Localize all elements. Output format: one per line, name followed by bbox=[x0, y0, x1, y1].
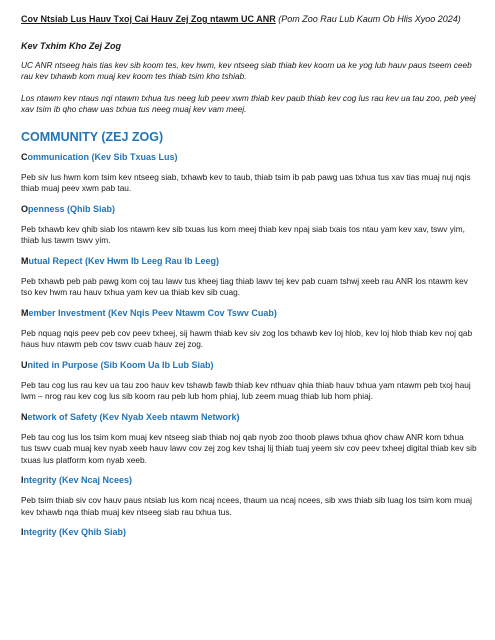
value-initial: C bbox=[21, 151, 28, 162]
intro-heading: Kev Txhim Kho Zej Zog bbox=[21, 40, 122, 51]
value-initial: I bbox=[21, 527, 24, 537]
value-text: Peb txhawb kev qhib siab los ntawm kev sib txuas lus kom meej thiab kev npaj siab txais tos ntau yam kev xav, tswv yim, thiab lus tawm tswv yim. bbox=[21, 223, 465, 245]
value-heading bbox=[21, 308, 477, 318]
intro-paragraph-2: Los ntawm kev ntaus nqi ntawm txhua tus neeg lub peev xwm thiab kev paub thiab kev cog lus rau kev ua tau zoo, peb yeej xav tsim ib qho chaw uas txhua tus neeg muaj kev vam meej. bbox=[21, 92, 476, 114]
value-initial: I bbox=[21, 475, 24, 485]
value-text: Peb tau cog lus rau kev ua tau zoo hauv kev tshawb fawb thiab kev nthuav qhia thiab hauv txhua yam ntawm peb txoj hauj lwm – nrog rau kev cog lus sib koom rau peb lub hom phiaj, lub zeem muag thiab lub hom phiaj. bbox=[21, 379, 471, 401]
value-heading bbox=[21, 152, 477, 162]
section-title: COMMUNITY (ZEJ ZOG) bbox=[21, 129, 164, 144]
value-heading bbox=[21, 527, 477, 537]
value-initial: U bbox=[21, 359, 28, 370]
value-heading bbox=[21, 475, 477, 485]
value-text: Peb nquag nqis peev peb cov peev txheej, sij hawm thiab kev siv zog los txhawb kev loj hlob, kev loj hlob thiab kev noj qab haus huv ntawm peb cov tswv cuab hauv zej zog. bbox=[21, 327, 473, 349]
value-heading-rest: ntegrity (Kev Ncaj Ncees) bbox=[23, 475, 133, 485]
value-heading-rest: ommunication (Kev Sib Txuas Lus) bbox=[27, 151, 178, 162]
value-initial: M bbox=[21, 307, 29, 318]
intro-paragraph-1: UC ANR ntseeg hais tias kev sib koom tes, kev hwm, kev ntseeg siab thiab kev koom ua ke yog lub hauv paus tseem ceeb rau kev txhawb kom muaj kev koom tes thiab tsim kho tshiab. bbox=[21, 59, 472, 81]
document-title bbox=[21, 14, 477, 26]
value-heading-rest: nited in Purpose (Sib Koom Ua Ib Lub Siab) bbox=[27, 359, 214, 370]
title-date: (Pom Zoo Rau Lub Kaum Ob Hlis Xyoo 2024) bbox=[278, 14, 461, 24]
title-main: Cov Ntsiab Lus Hauv Txoj Cai Hauv Zej Zog ntawm UC ANR bbox=[21, 14, 276, 24]
value-heading bbox=[21, 412, 477, 422]
value-heading bbox=[21, 204, 477, 214]
value-heading-rest: ember Investment (Kev Nqis Peev Ntawm Cov Tswv Cuab) bbox=[28, 307, 277, 318]
value-initial: M bbox=[21, 255, 29, 266]
value-heading-rest: penness (Qhib Siab) bbox=[28, 203, 116, 214]
value-text: Peb siv lus hwm kom tsim kev ntseeg siab, txhawb kev to taub, thiab tsim ib pab pawg uas txhua tus xav tias muaj nuj nqis thiab muaj peev xwm pab tau. bbox=[21, 171, 471, 193]
value-heading-rest: utual Repect (Kev Hwm Ib Leeg Rau Ib Leeg) bbox=[28, 255, 220, 266]
value-heading bbox=[21, 360, 477, 370]
value-text: Peb tau cog lus los tsim kom muaj kev ntseeg siab thiab noj qab nyob zoo thoob plaws txhua qhov chaw ANR kom txhua tus tswv cuab muaj kev nyab xeeb hauv lawv cov zej zog kev tshaj lij thiab tuaj yeem siv cov peev txheej digital thiab kev sib txuas lus platform kom nyab xeeb. bbox=[21, 431, 477, 465]
value-heading-rest: etwork of Safety (Kev Nyab Xeeb ntawm Network) bbox=[27, 411, 240, 422]
value-heading-rest: ntegrity (Kev Qhib Siab) bbox=[23, 527, 127, 537]
value-initial: N bbox=[21, 411, 28, 422]
value-initial: O bbox=[21, 203, 29, 214]
value-text: Peb txhawb peb pab pawg kom coj tau lawv tus kheej tiag thiab lawv tej kev pab cuam tshwj xeeb rau ANR los ntawm kev tso kev hwm rau hauv txhua yam kev ua thiab kev sib cuag. bbox=[21, 275, 468, 297]
value-heading bbox=[21, 256, 477, 266]
value-text: Peb tsim thiab siv cov hauv paus ntsiab lus kom ncaj ncees, thaum ua ncaj ncees, sib xws thiab sib luag los tsim kom muaj kev txhawb nqa thiab muaj kev ntseeg siab rau txhua tus. bbox=[21, 495, 473, 517]
